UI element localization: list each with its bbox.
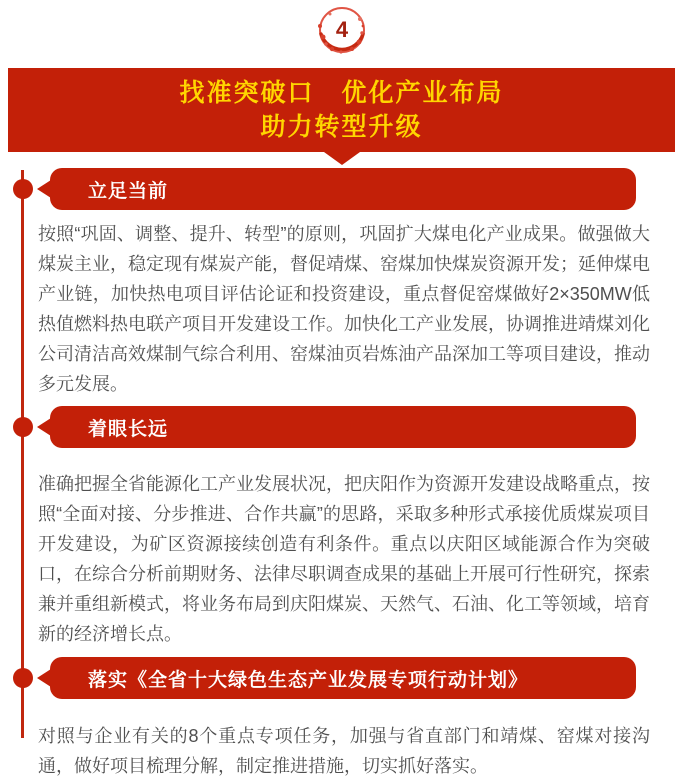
section-title-1: 立足当前: [88, 180, 169, 202]
timeline-dot-1: [13, 179, 33, 199]
page-title-line2: 助力转型升级: [260, 113, 423, 141]
timeline-content: [0, 152, 684, 781]
title-banner: [8, 68, 675, 152]
section-body-2: 准确把握全省能源化工产业发展状况，把庆阳作为资源开发建设战略重点，按照“全面对接、分步推进、合作共赢”的思路，采取多种形式承接优质煤炭项目开发建设，为矿区资源接续创造有利条件。重点以庆阳区域能源合作为突破口，在综合分析前期财务、法律尽职调查成果的基础上开展可行性研究，探索兼并重组新模式，将业务布局到庆阳煤炭、天然气、石油、化工等领域，培育新的经济增长点。: [38, 474, 650, 644]
timeline-line: [21, 170, 24, 738]
section-header-1: [50, 168, 636, 210]
badge-number: 4: [335, 17, 349, 42]
section-header-2: [50, 406, 636, 448]
section-title-3: 落实《全省十大绿色生态产业发展专项行动计划》: [88, 669, 529, 691]
section-title-2: 着眼长远: [88, 418, 169, 440]
number-badge: [316, 4, 368, 56]
section-body-1: 按照“巩固、调整、提升、转型”的原则，巩固扩大煤电化产业成果。做强做大煤炭主业，稳定现有煤炭产能，督促靖煤、窑煤加快煤炭资源开发；延伸煤电产业链，加快热电项目评估论证和投资建设，重点督促窑煤做好2×350MW低热值燃料热电联产项目开发建设工作。加快化工产业发展，协调推进靖煤刘化公司清洁高效煤制气综合利用、窑煤油页岩炼油产品深加工等项目建设，推动多元发展。: [38, 224, 650, 394]
timeline-dot-3: [13, 668, 33, 688]
section-body-3: 对照与企业有关的8个重点专项任务，加强与省直部门和靖煤、窑煤对接沟通，做好项目梳理分解，制定推进措施，切实抓好落实。: [38, 726, 650, 776]
section-header-3: [50, 657, 636, 699]
timeline-dot-2: [13, 417, 33, 437]
infographic-page: [0, 4, 684, 776]
page-title-line1: 找准突破口 优化产业布局: [179, 79, 504, 107]
